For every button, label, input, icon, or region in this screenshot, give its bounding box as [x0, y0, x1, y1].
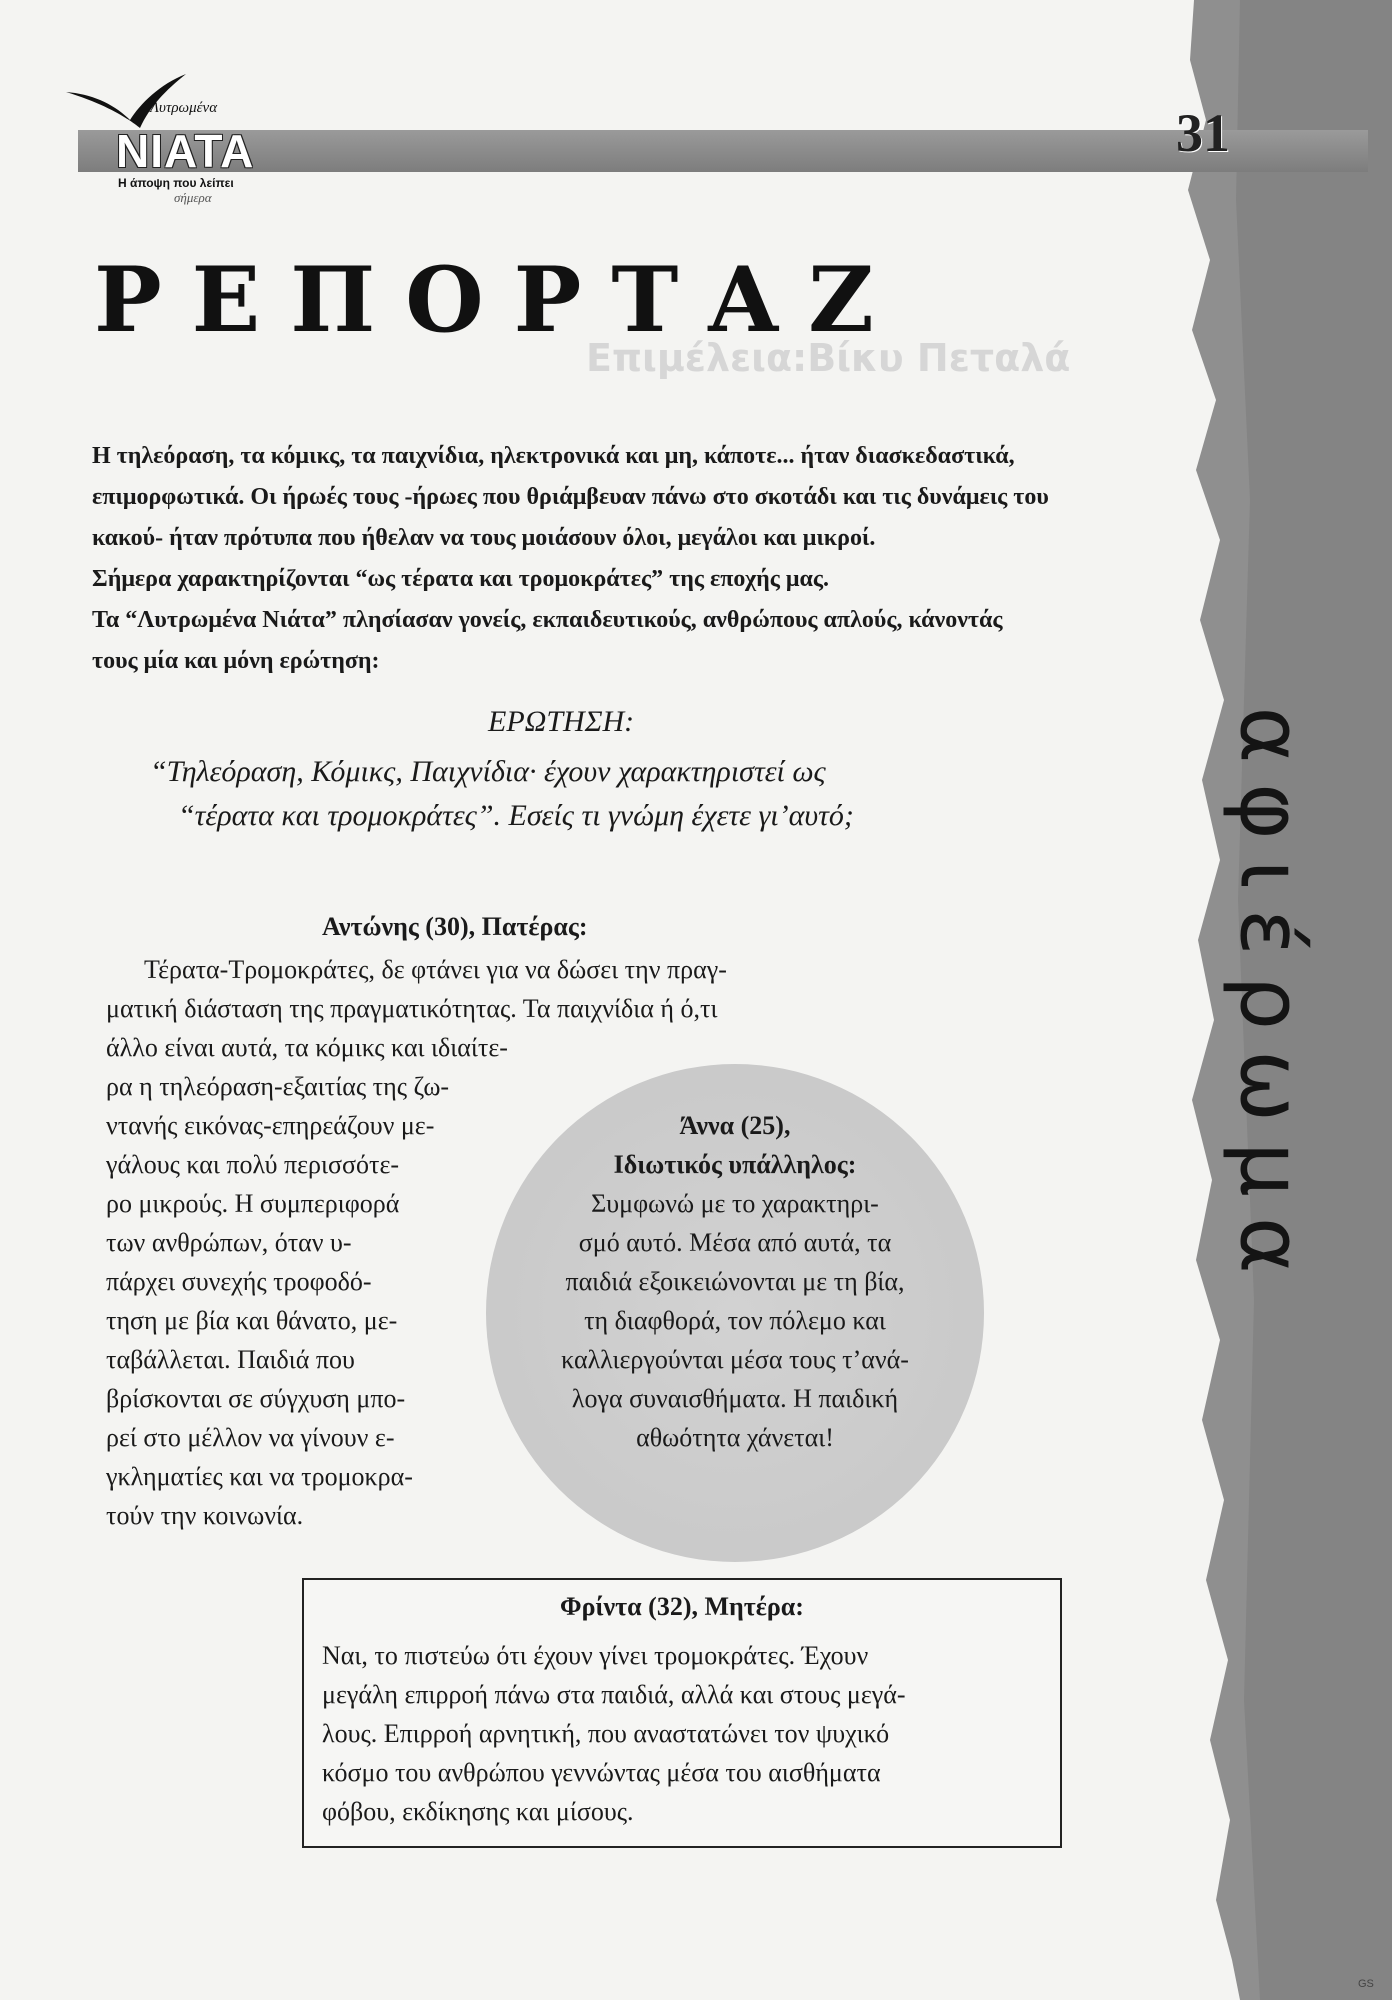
- question-label: ΕΡΩΤΗΣΗ:: [488, 705, 635, 738]
- text-line: τη διαφθορά, τον πόλεμο και: [584, 1306, 886, 1335]
- speaker-role: Ιδιωτικός υπάλληλος:: [613, 1150, 857, 1179]
- text-line: λους. Επιρροή αρνητική, που αναστατώνει τον ψυχικό: [322, 1719, 890, 1748]
- question-line: “τέρατα και τρομοκράτες”. Εσείς τι γνώμη έχετε γι’αυτό;: [178, 799, 854, 832]
- text-line: κόσμο του ανθρώπου γεννώντας μέσα του αισθήματα: [322, 1758, 881, 1787]
- question-line: “Τηλεόραση, Κόμικς, Παιχνίδια· έχουν χαρακτηριστεί ως: [150, 755, 826, 788]
- intro-paragraph: Η τηλεόραση, τα κόμικς, τα παιχνίδια, ηλεκτρονικά και μη, κάποτε... ήταν διασκεδαστικά, επιμορφωτικά. Οι ήρωές τους -ήρωες που θριάμβευαν πάνω στο σκοτάδι και τις δυνάμεις του κακού- ήταν πρότυπα που ήθελαν να τους μοιάσουν όλοι, μεγάλοι και μικροί.: [92, 443, 1049, 551]
- intro-text: [92, 436, 1052, 682]
- text-line: τηση με βία και θάνατο, με-: [106, 1306, 398, 1335]
- side-label-text: αφιέρωμα: [1221, 706, 1321, 1294]
- text-line: άλλο είναι αυτά, τα κόμικς και ιδιαίτε-: [106, 1033, 508, 1062]
- page-number: 31: [1176, 103, 1230, 163]
- logo-tagline: Η άποψη που λείπει: [118, 176, 234, 190]
- text-line: βρίσκονται σε σύγχυση μπο-: [106, 1384, 406, 1413]
- speaker-antonis: Αντώνης (30), Πατέρας:: [322, 912, 588, 941]
- text-line: Συμφωνώ με το χαρακτηρι-: [591, 1189, 879, 1218]
- section-title: ΡΕΠΟΡΤΑΖ: [94, 247, 904, 353]
- text-line: ντανής εικόνας-επηρεάζουν με-: [106, 1111, 435, 1140]
- intro-paragraph: Σήμερα χαρακτηρίζονται “ως τέρατα και τρομοκράτες” της εποχής μας.: [92, 566, 830, 592]
- logo-main-text: ΝΙΑΤΑ: [116, 125, 255, 177]
- speaker-frida: Φρίντα (32), Μητέρα:: [560, 1592, 804, 1621]
- text-line: ρο μικρούς. Η συμπεριφορά: [106, 1189, 400, 1218]
- corner-mark: GS: [1358, 1978, 1374, 1990]
- response-frida: [322, 1636, 1046, 1831]
- intro-paragraph: Τα “Λυτρωμένα Νιάτα” πλησίασαν γονείς, εκπαιδευτικούς, ανθρώπους απλούς, κάνοντάς τους μία και μόνη ερώτηση:: [92, 607, 1003, 674]
- editor-credit: Επιμέλεια:Βίκυ Πεταλά: [586, 336, 1071, 380]
- question-text: [150, 750, 1010, 838]
- text-line: τούν την κοινωνία.: [106, 1501, 304, 1530]
- text-line: γάλους και πολύ περισσότε-: [106, 1150, 400, 1179]
- logo-script-text: σήμερα: [174, 190, 212, 205]
- text-line: των ανθρώπων, όταν υ-: [106, 1228, 352, 1257]
- text-line: λογα συναισθήματα. Η παιδική: [571, 1384, 899, 1413]
- text-line: Ναι, το πιστεύω ότι έχουν γίνει τρομοκράτες. Έχουν: [322, 1641, 869, 1670]
- logo-small-text: Λυτρωμένα: [150, 100, 218, 116]
- text-line: Τέρατα-Τρομοκράτες, δε φτάνει για να δώσει την πραγ-: [144, 955, 727, 984]
- text-line: σμό αυτό. Μέσα από αυτά, τα: [578, 1228, 892, 1257]
- speaker-anna: [486, 1106, 984, 1184]
- text-line: ταβάλλεται. Παιδιά που: [106, 1345, 355, 1374]
- text-line: πάρχει συνεχής τροφοδό-: [106, 1267, 372, 1296]
- side-label: [1196, 640, 1346, 1360]
- text-line: ρεί στο μέλλον να γίνουν ε-: [106, 1423, 395, 1452]
- text-line: αθωότητα χάνεται!: [636, 1423, 834, 1452]
- speaker-name: Άννα (25),: [679, 1111, 791, 1140]
- header-band: [78, 125, 1368, 177]
- text-line: καλλιεργούνται μέσα τους τ’ανά-: [561, 1345, 909, 1374]
- text-line: ρα η τηλεόραση-εξαιτίας της ζω-: [106, 1072, 450, 1101]
- response-anna: [486, 1184, 984, 1457]
- text-line: ματική διάσταση της πραγματικότητας. Τα παιχνίδια ή ό,τι: [106, 994, 718, 1023]
- text-line: φόβου, εκδίκησης και μίσους.: [322, 1797, 634, 1826]
- text-line: μεγάλη επιρροή πάνω στα παιδιά, αλλά και στους μεγά-: [322, 1680, 906, 1709]
- text-line: γκληματίες και να τρομοκρα-: [106, 1462, 413, 1491]
- text-line: παιδιά εξοικειώνονται με τη βία,: [565, 1267, 905, 1296]
